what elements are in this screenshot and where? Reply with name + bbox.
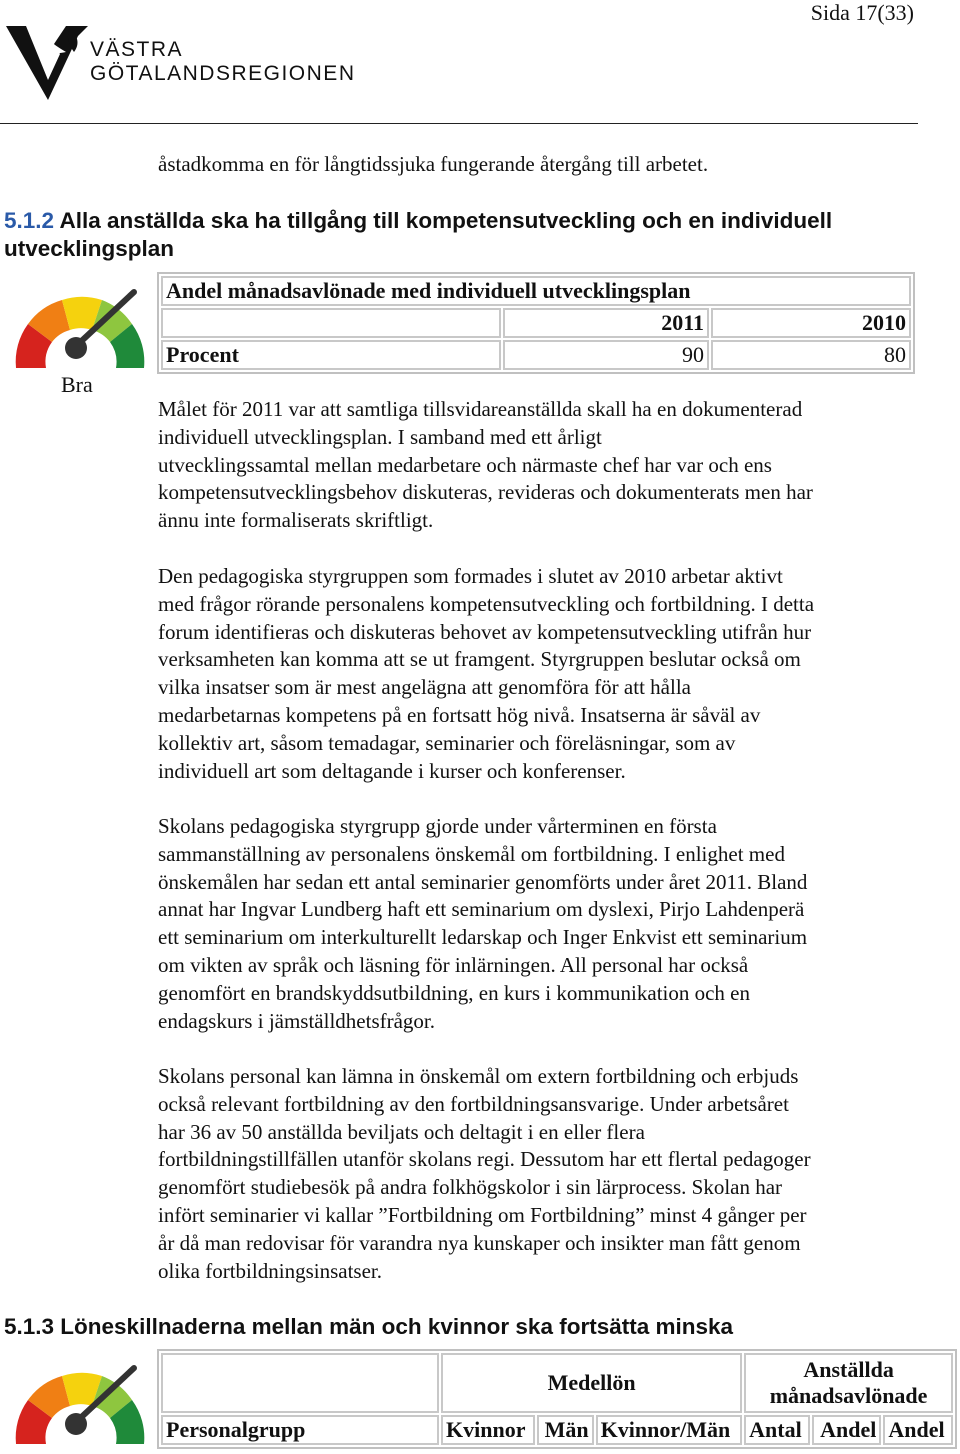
paragraph-line: vilka insatser som är mest angelägna att genomföra för att hålla [158, 675, 691, 700]
col-kvinnor-man: Kvinnor/Män [596, 1415, 743, 1445]
paragraph-line: om vikten av språk och läsning för inlärningen. All personal har också [158, 952, 749, 977]
section-512-number: 5.1.2 [4, 208, 55, 233]
paragraph-1 [158, 396, 918, 535]
paragraph-line: olika fortbildningsinsatser. [158, 1258, 382, 1283]
loneskillnad-table [157, 1349, 957, 1449]
paragraph-line: forum identifieras och diskuteras behovet av kompetensutveckling utifrån hur [158, 619, 812, 644]
col-antal: Antal [744, 1415, 810, 1445]
paragraph-line: individuell art som deltagande i kurser och konferenser. [158, 758, 626, 783]
paragraph-line: också relevant fortbildning av den fortbildningsansvarige. Under arbetsåret [158, 1091, 789, 1116]
section-513-heading: 5.1.3 Löneskillnaderna mellan män och kvinnor ska fortsätta minska [4, 1314, 734, 1339]
logo-emblem-icon [4, 22, 94, 104]
paragraph-line: sammanställning av personalens önskemål om fortbildning. I enlighet med [158, 841, 785, 866]
vgr-logo [4, 22, 374, 104]
paragraph-line: infört seminarier vi kallar ”Fortbildning om Fortbildning” minst 4 gånger per [158, 1202, 807, 1227]
value-2011: 90 [503, 340, 709, 370]
paragraph-line: genomfört studiebesök på andra folkhögskolor i sin lärprocess. Skolan har [158, 1175, 783, 1200]
paragraph-line: ännu inte formaliserats skriftligt. [158, 508, 434, 533]
value-2010: 80 [711, 340, 911, 370]
paragraph-line: Skolans pedagogiska styrgrupp gjorde under vårterminen en första [158, 814, 717, 838]
section-512-title-line2: utvecklingsplan [4, 236, 175, 261]
paragraph-line: år då man redovisar för varandra nya kunskaper och insikter man fått genom [158, 1230, 801, 1255]
paragraph-line: Den pedagogiska styrgruppen som formades i slutet av 2010 arbetar aktivt [158, 564, 783, 588]
table-empty-cell [161, 1353, 439, 1413]
gauge-meter-icon [10, 280, 150, 370]
group-anstallda [744, 1353, 953, 1413]
paragraph-line: medarbetarnas kompetens på en fortsatt hög nivå. Insatserna är såväl av [158, 702, 761, 727]
table-title: Andel månadsavlönade med individuell utvecklingsplan [161, 276, 911, 306]
group-anstallda-line1: Anställda [803, 1357, 894, 1382]
col-year-2011: 2011 [503, 308, 709, 338]
table-empty-cell [161, 308, 501, 338]
col-year-2010: 2010 [711, 308, 911, 338]
paragraph-3 [158, 813, 918, 1035]
paragraph-line: genomfört en brandskyddsutbildning, en kurs i kommunikation och en [158, 980, 750, 1005]
col-personalgrupp: Personalgrupp [161, 1415, 439, 1445]
paragraph-line: Målet för 2011 var att samtliga tillsvidareanställda skall ha en dokumenterad [158, 397, 803, 421]
paragraph-line: utvecklingssamtal mellan medarbetare och närmaste chef har var och ens [158, 452, 772, 477]
logo-text-line2: GÖTALANDSREGIONEN [90, 62, 356, 85]
gauge-rating-label: Bra [61, 372, 93, 397]
paragraph-line: verksamheten kan komma att se ut framgent. Styrgruppen beslutar också om [158, 647, 801, 672]
section-512-title-line1: Alla anställda ska ha tillgång till kompetensutveckling och en individuell [54, 208, 833, 233]
section-512-heading [4, 207, 832, 263]
gauge-widget-2 [10, 1356, 150, 1451]
paragraph-line: kollektiv art, såsom temadagar, seminarier och föreläsningar, som av [158, 730, 736, 755]
row-label-procent: Procent [161, 340, 501, 370]
paragraph-line: önskemålen har sedan ett antal seminarier genomförts under året 2011. Bland [158, 869, 808, 894]
paragraph-line: fortbildningstillfällen utanför skolans regi. Dessutom har ett flertal pedagoger [158, 1147, 811, 1172]
col-man: Män [537, 1415, 594, 1445]
paragraph-line: med frågor rörande personalens kompetensutveckling och fortbildning. I detta [158, 591, 815, 616]
paragraph-line: ett seminarium om interkulturellt ledarskap och Inger Enkvist ett seminarium [158, 925, 808, 950]
logo-text-line1: VÄSTRA [90, 38, 184, 61]
intro-line: åstadkomma en för långtidssjuka fungerande återgång till arbetet. [158, 152, 709, 176]
paragraph-line: endagskurs i jämställdhetsfrågor. [158, 1008, 436, 1033]
gauge-widget [10, 280, 150, 397]
paragraph-2 [158, 563, 918, 785]
paragraph-4 [158, 1063, 918, 1285]
page-number: Sida 17(33) [810, 0, 914, 25]
col-kvinnor: Kvinnor [441, 1415, 535, 1445]
paragraph-line: annat har Ingvar Lundberg haft ett seminarium om dyslexi, Pirjo Lahdenperä [158, 897, 805, 922]
col-andel-1: Andel [812, 1415, 882, 1445]
paragraph-line: har 36 av 50 anställda beviljats och deltagit i en eller flera [158, 1119, 645, 1144]
group-anstallda-line2: månadsavlönade [769, 1383, 928, 1408]
paragraph-line: kompetensutvecklingsbehov diskuteras, revideras och dokumenterats men har [158, 480, 813, 505]
utvecklingsplan-table [157, 272, 915, 374]
paragraph-line: Skolans personal kan lämna in önskemål om extern fortbildning och erbjuds [158, 1064, 799, 1088]
col-andel-2: Andel [883, 1415, 953, 1445]
header-rule [0, 123, 918, 124]
group-medellon: Medellön [441, 1353, 742, 1413]
paragraph-line: individuell utvecklingsplan. I samband med ett årligt [158, 424, 602, 449]
gauge-meter-icon [10, 1356, 150, 1446]
